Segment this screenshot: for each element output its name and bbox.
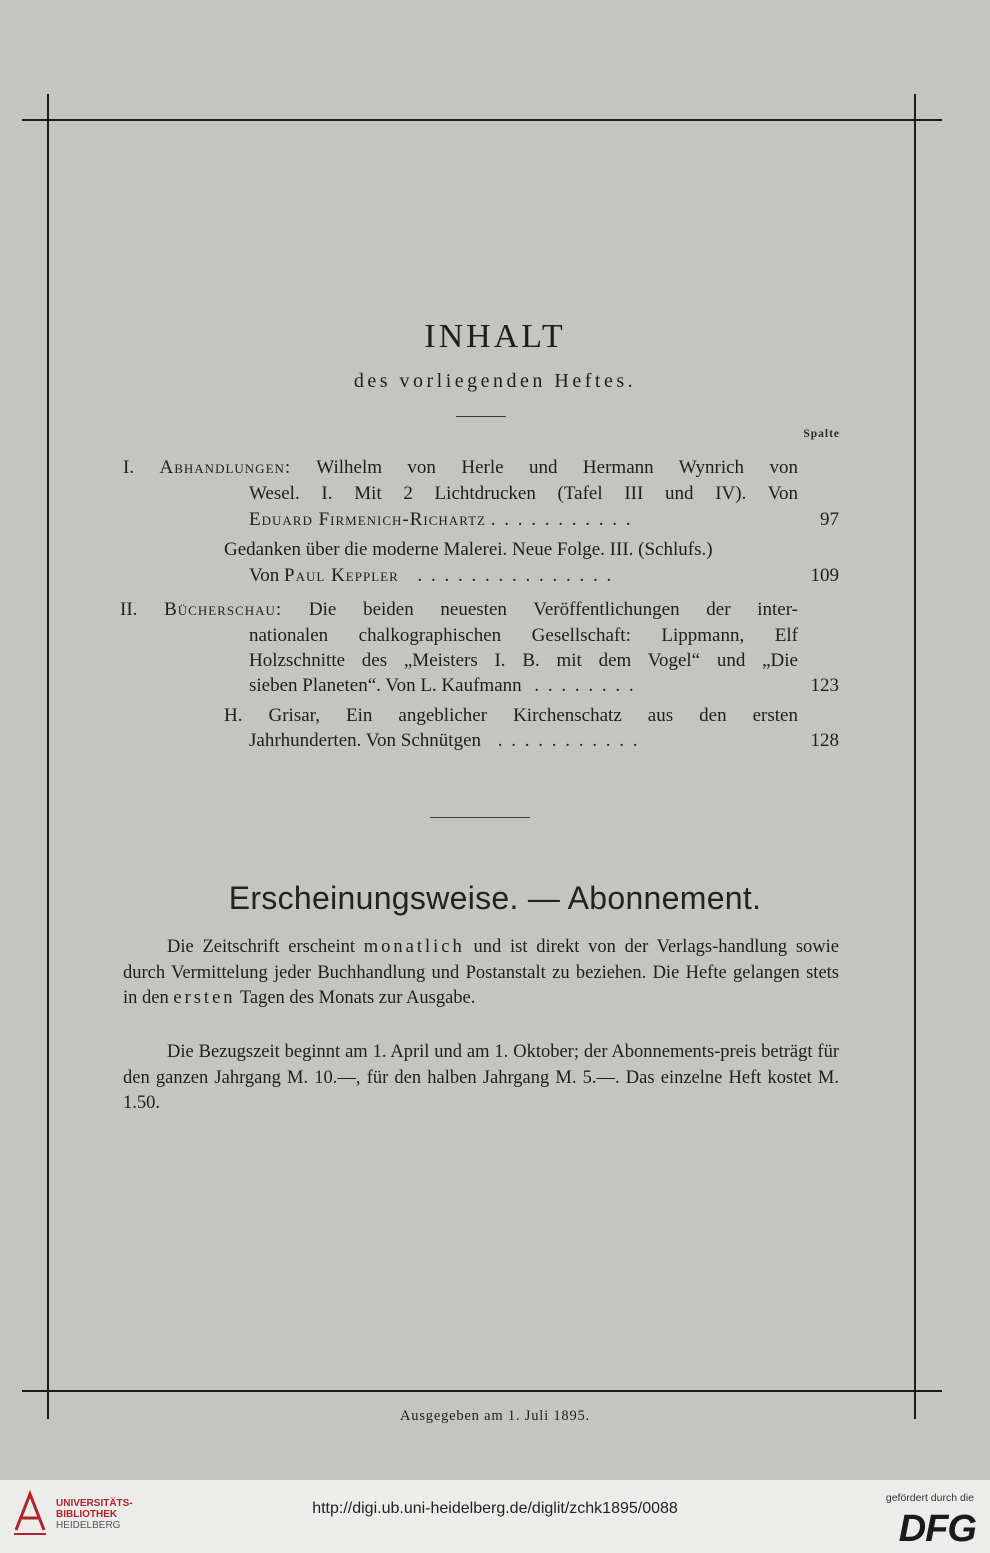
column-label: Spalte: [803, 428, 840, 440]
section-heading: Abhandlungen:: [159, 457, 292, 478]
library-name-line: UNIVERSITÄTS-: [56, 1498, 133, 1509]
frame-right-rule: [914, 94, 916, 1419]
entry-author: Eduard Firmenich-Richartz: [249, 509, 486, 530]
page-number: 97: [820, 509, 839, 530]
toc-line: Gedanken über die moderne Malerei. Neue Folge. III. (Schlufs.): [224, 539, 713, 560]
toc-line: [123, 455, 798, 481]
frame-left-rule: [47, 94, 49, 1419]
section-heading: Bücherschau:: [164, 599, 283, 620]
toc-line: [120, 597, 798, 623]
leader-dots: . . . . . . . . . . .: [490, 509, 633, 530]
entry-text: Jahrhunderten. Von Schnütgen: [249, 730, 482, 751]
leader-dots: . . . . . . . . . . .: [497, 730, 640, 751]
emphasis-text: monatlich: [363, 937, 465, 957]
frame-top-rule: [22, 119, 942, 121]
toc-line: [249, 728, 839, 754]
frame-bottom-rule: [22, 1390, 942, 1392]
emphasis-text: ersten: [173, 988, 236, 1008]
leader-dots: . . . . . . . .: [534, 675, 636, 696]
funder-logo: DFG: [898, 1508, 976, 1550]
paragraph-text: Tagen des Monats zur Ausgabe.: [239, 988, 476, 1008]
toc-line: H. Grisar, Ein angeblicher Kirchenschatz aus den ersten: [224, 705, 798, 726]
entry-text: Wilhelm von Herle und Hermann Wynrich von: [316, 457, 798, 478]
author-prefix: Von: [249, 565, 280, 586]
leader-dots: . . . . . . . . . . . . . . .: [417, 565, 614, 586]
paragraph-text: und ist direkt von der Verlags-handlung sowie durch Vermittelung jeder Buchhandlung und Postanstalt zu beziehen. Die Hefte gelangen stets in den: [123, 937, 840, 1008]
title-divider: [456, 416, 506, 417]
toc-line: Wesel. I. Mit 2 Lichtdrucken (Tafel III und IV). Von: [249, 483, 798, 504]
paragraph: [123, 935, 839, 1012]
source-url-link[interactable]: http://digi.ub.uni-heidelberg.de/diglit/zchk1895/0088: [312, 1500, 678, 1517]
funder-label: gefördert durch die: [885, 1492, 974, 1504]
section-numeral: II.: [120, 599, 138, 620]
paragraph: Die Bezugszeit beginnt am 1. April und am 1. Oktober; der Abonnements-preis beträgt für den ganzen Jahrgang M. 10.—, für den halben Jahrgang M. 5.—. Das einzelne Heft kostet M. 1.50.: [123, 1042, 839, 1113]
section-numeral: I.: [123, 457, 135, 478]
toc-line: [249, 563, 839, 589]
page-subtitle: des vorliegenden Heftes.: [353, 370, 637, 392]
toc-line: [249, 673, 839, 699]
toc-line: Holzschnitte des „Meisters I. B. mit dem Vogel“ und „Die: [249, 650, 798, 671]
section-heading: Erscheinungsweise. — Abonnement.: [228, 880, 762, 916]
section-divider: [430, 817, 530, 818]
entry-text: sieben Planeten“. Von L. Kaufmann: [249, 675, 522, 696]
toc-line: [249, 507, 839, 533]
library-name-line: BIBLIOTHEK: [56, 1509, 118, 1520]
page-number: 128: [810, 730, 839, 751]
entry-author: Paul Keppler: [284, 565, 399, 586]
page-number: 109: [810, 565, 839, 586]
toc-line: nationalen chalkographischen Gesellschaft: Lippmann, Elf: [249, 625, 798, 646]
entry-text: Die beiden neuesten Veröffentlichungen der inter-: [308, 599, 799, 620]
library-name-line: HEIDELBERG: [56, 1520, 121, 1531]
paragraph-text: Die Zeitschrift erscheint: [167, 937, 356, 957]
issue-date: Ausgegeben am 1. Juli 1895.: [400, 1408, 590, 1424]
page-number: 123: [810, 675, 839, 696]
page-title: INHALT: [424, 318, 566, 355]
